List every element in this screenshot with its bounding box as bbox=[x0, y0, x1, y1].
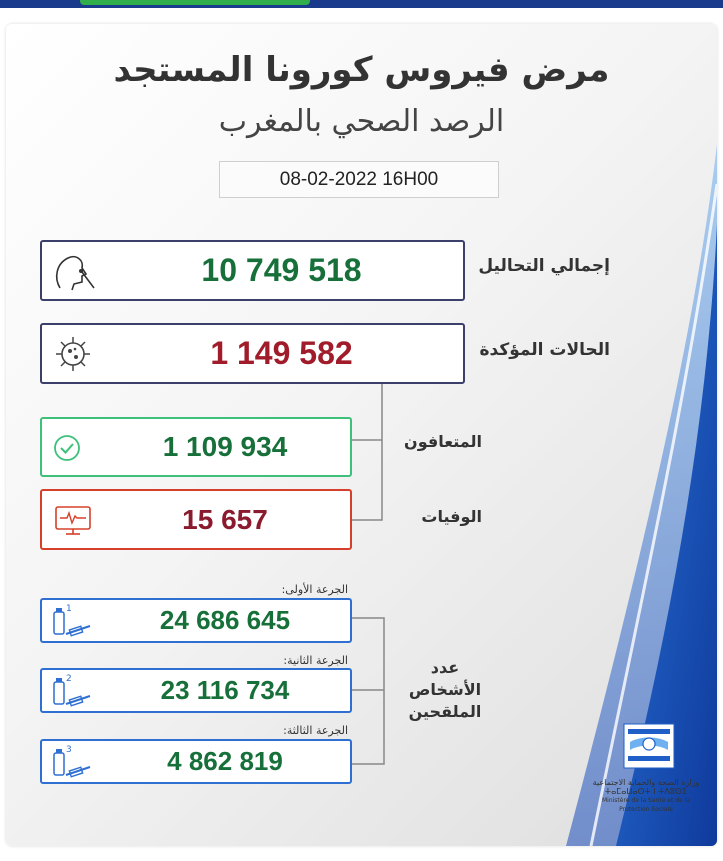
confirmed-label: الحالات المؤكدة bbox=[479, 340, 610, 360]
ministry-name-arabic: وزارة الصحة والحماية الاجتماعية bbox=[592, 778, 700, 787]
tests-label: إجمالي التحاليل bbox=[478, 256, 610, 276]
vaccine-vial-icon bbox=[48, 604, 94, 644]
vaccinated-label bbox=[395, 657, 495, 723]
recovered-value: 1 109 934 bbox=[162, 431, 288, 462]
dose-3-value: 4 862 819 bbox=[167, 746, 283, 776]
confirmed-box bbox=[40, 323, 465, 384]
confirmed-value: 1 149 582 bbox=[210, 335, 353, 371]
dose-3-badge: 3 bbox=[66, 745, 72, 755]
dose-1-badge: 1 bbox=[66, 604, 72, 614]
swab-test-icon bbox=[48, 248, 98, 298]
page-title: مرض فيروس كورونا المستجد bbox=[113, 50, 610, 90]
dose-2-badge: 2 bbox=[66, 674, 72, 684]
recovered-box bbox=[40, 417, 352, 477]
vaccinated-label-line1: عدد bbox=[430, 658, 460, 677]
tests-box bbox=[40, 240, 465, 301]
dose-1-value: 24 686 645 bbox=[159, 605, 291, 635]
deaths-label: الوفيات bbox=[421, 507, 482, 526]
dose-1-box bbox=[40, 598, 352, 643]
ministry-name-french: Ministère de la Santé et de la Protection Sociale bbox=[601, 797, 691, 813]
ministry-logo bbox=[622, 722, 676, 770]
tests-value: 10 749 518 bbox=[201, 252, 362, 288]
check-circle-icon bbox=[52, 433, 82, 467]
vaccine-vial-icon bbox=[48, 674, 94, 714]
dose-3-box bbox=[40, 739, 352, 784]
virus-icon bbox=[48, 331, 98, 381]
heart-monitor-icon bbox=[54, 505, 92, 541]
vaccinated-label-line3: الملقحين bbox=[408, 702, 482, 721]
ministry-name-tifinagh: ⵜⴰⵎⴰⵡⴰⵙⵜ ⵏ ⵜⴷⵓⵙⵉ bbox=[604, 787, 688, 796]
deaths-value: 15 657 bbox=[182, 503, 268, 535]
deaths-box bbox=[40, 489, 352, 550]
ministry-name bbox=[590, 778, 702, 814]
dose-3-label: الجرعة الثالثة: bbox=[283, 724, 348, 737]
recovered-label: المتعافون bbox=[404, 432, 482, 451]
dose-2-value: 23 116 734 bbox=[160, 675, 290, 705]
vaccine-vial-icon bbox=[48, 745, 94, 785]
vaccinated-label-line2: الأشخاص bbox=[408, 680, 482, 699]
page-subtitle: الرصد الصحي بالمغرب bbox=[218, 104, 505, 139]
dose-1-label: الجرعة الأولى: bbox=[281, 583, 348, 596]
dose-2-box bbox=[40, 668, 352, 713]
dose-2-label: الجرعة الثانية: bbox=[283, 654, 348, 667]
date-box: 08-02-2022 16H00 bbox=[219, 161, 499, 198]
